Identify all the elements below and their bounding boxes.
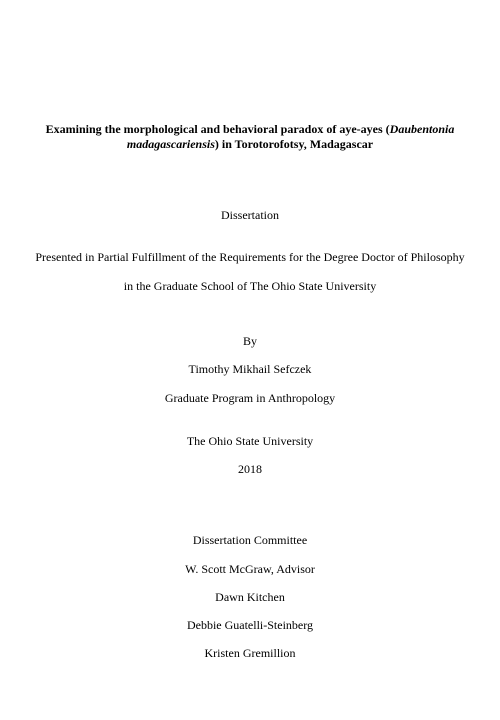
committee-heading: Dissertation Committee <box>192 533 308 547</box>
document-type: Dissertation <box>221 208 279 222</box>
year: 2018 <box>238 462 262 476</box>
title-text-start: Examining the morphological and behavioral paradox of aye-ayes ( <box>45 122 390 136</box>
committee-member: W. Scott McGraw, Advisor <box>185 562 315 576</box>
graduate-program: Graduate Program in Anthropology <box>164 391 336 405</box>
title-species: madagascariensis <box>126 137 215 151</box>
by-label: By <box>242 334 257 348</box>
title-text-end: ) in Torotorofotsy, Madagascar <box>214 137 374 151</box>
title-line-2 <box>0 137 500 152</box>
committee-member: Debbie Guatelli-Steinberg <box>186 618 314 632</box>
requirement-line-2: in the Graduate School of The Ohio State University <box>123 279 377 293</box>
committee-member: Dawn Kitchen <box>215 590 285 604</box>
author-name: Timothy Mikhail Sefczek <box>188 362 312 376</box>
committee-member: Kristen Gremillion <box>204 646 296 660</box>
university-name: The Ohio State University <box>186 434 314 448</box>
title-line-1 <box>0 122 500 137</box>
title-genus: Daubentonia <box>389 122 455 136</box>
requirement-line-1: Presented in Partial Fulfillment of the Requirements for the Degree Doctor of Philosophy <box>35 250 465 264</box>
